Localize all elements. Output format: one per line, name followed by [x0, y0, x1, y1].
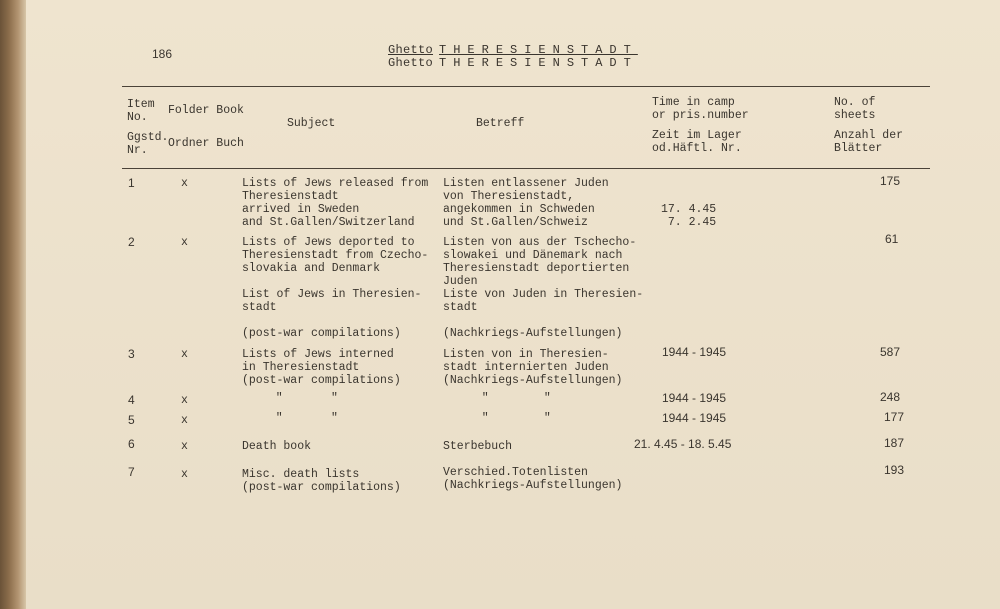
row-5-time: 1944 - 1945: [662, 411, 727, 425]
row-1-folder: x: [181, 177, 188, 190]
row-3-time: 1944 - 1945: [662, 345, 727, 359]
table-top-rule: [122, 86, 930, 87]
header-time: Time in camp or pris.number: [652, 96, 749, 122]
header-folder-book: Folder Book: [168, 104, 244, 117]
row-7-sheets: 193: [884, 463, 905, 477]
document-title: [388, 43, 638, 57]
row-5-folder: x: [181, 414, 188, 427]
row-3-no: 3: [128, 347, 135, 361]
row-4-folder: x: [181, 394, 188, 407]
header-betreff: Betreff: [476, 117, 525, 130]
row-4-time: 1944 - 1945: [662, 391, 727, 405]
row-2-sheets: 61: [885, 232, 899, 246]
row-7-betreff: Verschied.Totenlisten (Nachkriegs-Aufstellungen): [443, 466, 623, 492]
header-bottom-rule: [122, 168, 930, 169]
row-5-sheets: 177: [884, 410, 905, 424]
book-binding-edge: [0, 0, 26, 609]
header-zeit: Zeit im Lager od.Häftl. Nr.: [652, 129, 742, 155]
row-3-folder: x: [181, 348, 188, 361]
row-3-sheets: 587: [880, 345, 901, 359]
header-ggstd: Ggstd. Nr.: [127, 131, 169, 157]
row-4-sheets: 248: [880, 390, 901, 404]
row-2-subject: Lists of Jews deported to Theresienstadt from Czecho- slovakia and Denmark List of Jews in Theresien- stadt (post-war compilations): [242, 236, 429, 340]
row-1-sheets: 175: [880, 174, 901, 188]
row-1-subject: Lists of Jews released from Theresienstadt arrived in Sweden and St.Gallen/Switzerland: [242, 177, 429, 229]
page-number: 186: [152, 47, 173, 61]
row-1-time: 17. 4.45 7. 2.45: [661, 203, 717, 229]
row-2-folder: x: [181, 236, 188, 249]
row-6-no: 6: [128, 437, 135, 451]
row-7-no: 7: [128, 465, 135, 479]
row-3-betreff: Listen von in Theresien- stadt internierten Juden (Nachkriegs-Aufstellungen): [443, 348, 623, 387]
row-4-no: 4: [128, 393, 135, 407]
row-6-betreff: Sterbebuch: [443, 440, 513, 453]
title-name-repeat: THERESIENSTADT: [439, 56, 638, 70]
title-prefix-repeat: Ghetto: [388, 56, 434, 70]
row-5-betreff-ditto: " ": [468, 412, 551, 425]
row-6-folder: x: [181, 440, 188, 453]
row-6-sheets: 187: [884, 436, 905, 450]
header-item-no: Item No.: [127, 98, 155, 124]
header-sheets: No. of sheets: [834, 96, 876, 122]
title-name: THERESIENSTADT: [439, 43, 638, 57]
row-5-no: 5: [128, 413, 135, 427]
row-5-subject-ditto: " ": [262, 412, 338, 425]
row-3-subject: Lists of Jews interned in Theresienstadt (post-war compilations): [242, 348, 401, 387]
row-7-folder: x: [181, 468, 188, 481]
header-ordner-buch: Ordner Buch: [168, 137, 244, 150]
row-1-no: 1: [128, 176, 135, 190]
row-6-time: 21. 4.45 - 18. 5.45: [634, 437, 732, 451]
title-prefix: Ghetto: [388, 43, 434, 57]
document-title-repeat: [388, 56, 638, 70]
row-4-betreff-ditto: " ": [468, 392, 551, 405]
row-4-subject-ditto: " ": [262, 392, 338, 405]
header-subject: Subject: [287, 117, 336, 130]
row-2-betreff: Listen von aus der Tschecho- slowakei und Dänemark nach Theresienstadt deportierten Juden Liste von Juden in Theresien- stadt (Nachkriegs-Aufstellungen): [443, 236, 644, 340]
header-anzahl: Anzahl der Blätter: [834, 129, 904, 155]
row-7-subject: Misc. death lists (post-war compilations): [242, 468, 401, 494]
row-2-no: 2: [128, 235, 135, 249]
row-1-betreff: Listen entlassener Juden von Theresienstadt, angekommen in Schweden und St.Gallen/Schweiz: [443, 177, 609, 229]
row-6-subject: Death book: [242, 440, 312, 453]
